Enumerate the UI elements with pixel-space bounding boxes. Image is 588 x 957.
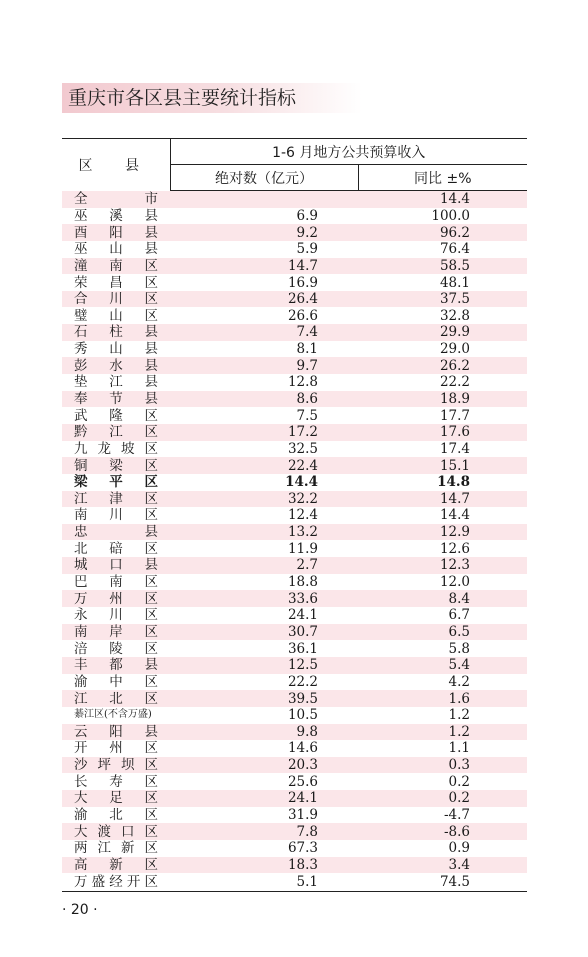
table-row	[62, 557, 527, 574]
absolute-value-cell: 20.3	[287, 757, 318, 774]
absolute-value-cell	[170, 191, 358, 208]
absolute-value-cell: 7.8	[296, 823, 318, 840]
table-row	[62, 424, 527, 441]
table-row	[62, 757, 527, 774]
absolute-value-cell: 14.6	[287, 740, 318, 757]
yoy-change-cell: 37.5	[439, 291, 471, 308]
absolute-value-cell: 33.6	[287, 590, 318, 607]
yoy-change-cell: 29.0	[439, 341, 471, 358]
absolute-value-cell: 24.1	[287, 607, 318, 624]
table-row	[62, 807, 527, 824]
yoy-change-cell: 29.9	[439, 324, 471, 341]
table-row	[62, 457, 527, 474]
region-name-cell: 北碚区	[74, 540, 158, 557]
yoy-change-cell: 32.8	[439, 307, 471, 324]
table-row	[62, 491, 527, 508]
region-name-cell: 涪陵区	[74, 640, 158, 657]
table-row	[62, 274, 527, 291]
region-name-cell: 合川区	[74, 291, 158, 308]
absolute-value-cell: 6.9	[296, 207, 318, 224]
yoy-change-cell: 0.2	[448, 790, 471, 807]
yoy-change-cell: -8.6	[443, 823, 471, 840]
yoy-change-cell: 74.5	[439, 873, 471, 890]
table-row	[62, 258, 527, 275]
table-row	[62, 474, 527, 491]
region-name-cell: 彭水县	[74, 357, 158, 374]
table-row	[62, 724, 527, 741]
absolute-value-cell: 22.2	[287, 673, 318, 690]
absolute-value-cell: 16.9	[287, 274, 318, 291]
table-row	[62, 624, 527, 641]
yoy-change-cell: 17.7	[439, 407, 471, 424]
table-row	[62, 224, 527, 241]
region-name-cell: 全 市	[74, 191, 158, 208]
table-row	[62, 407, 527, 424]
region-name-cell: 两江新区	[74, 840, 158, 857]
absolute-value-cell: 7.4	[296, 324, 318, 341]
page-title: 重庆市各区县主要统计指标	[68, 87, 297, 109]
header-year-on-year: 同比 ±%	[358, 165, 527, 191]
table-row	[62, 241, 527, 258]
region-name-cell: 巫溪县	[74, 207, 158, 224]
region-name-cell: 忠 县	[74, 524, 158, 541]
yoy-change-cell: 0.2	[448, 773, 471, 790]
page-number: · 20 ·	[62, 902, 98, 918]
yoy-change-cell: 26.2	[439, 357, 471, 374]
region-name-cell: 高新区	[74, 856, 158, 873]
yoy-change-cell: 8.4	[448, 590, 471, 607]
region-name-cell: 城口县	[74, 557, 158, 574]
absolute-value-cell: 24.1	[287, 790, 318, 807]
region-name-cell: 长寿区	[74, 773, 158, 790]
region-name-cell: 沙坪坝区	[74, 757, 158, 774]
absolute-value-cell: 26.4	[287, 291, 318, 308]
yoy-change-cell: 0.3	[448, 757, 471, 774]
table-row	[62, 307, 527, 324]
yoy-change-cell: 5.4	[448, 657, 471, 674]
region-name-cell: 武隆区	[74, 407, 158, 424]
table-row	[62, 507, 527, 524]
region-name-cell: 黔江区	[74, 424, 158, 441]
absolute-value-cell: 5.9	[296, 241, 318, 258]
absolute-value-cell: 5.1	[296, 873, 318, 890]
region-name-cell: 大渡口区	[74, 823, 158, 840]
absolute-value-cell: 22.4	[287, 457, 318, 474]
absolute-value-cell: 67.3	[287, 840, 318, 857]
table-row	[62, 590, 527, 607]
region-name-cell: 永川区	[74, 607, 158, 624]
yoy-change-cell: -4.7	[443, 807, 471, 824]
yoy-change-cell: 3.4	[448, 856, 471, 873]
yoy-change-cell: 17.6	[439, 424, 471, 441]
absolute-value-cell: 8.1	[296, 341, 318, 358]
absolute-value-cell: 11.9	[287, 540, 318, 557]
table-row	[62, 674, 527, 691]
region-name-cell: 南川区	[74, 507, 158, 524]
region-name-cell: 奉节县	[74, 391, 158, 407]
yoy-change-cell: 12.9	[439, 524, 471, 541]
absolute-value-cell: 13.2	[287, 524, 318, 541]
region-name-cell: 璧山区	[74, 307, 158, 324]
region-name-cell: 梁平区	[74, 474, 158, 491]
absolute-value-cell: 31.9	[287, 807, 318, 824]
absolute-value-cell: 18.3	[287, 856, 318, 873]
yoy-change-cell: 1.2	[448, 707, 471, 724]
table-row	[62, 524, 527, 541]
table-row	[62, 540, 527, 557]
yoy-change-cell: 22.2	[439, 374, 471, 391]
yoy-change-cell: 1.6	[448, 690, 471, 707]
yoy-change-cell: 6.5	[448, 623, 471, 640]
header-region: 区 县	[62, 139, 170, 191]
region-name-cell: 巫山县	[74, 241, 158, 258]
region-name-cell: 南岸区	[74, 623, 158, 640]
region-name-cell: 秀山县	[74, 341, 158, 358]
yoy-change-cell: 0.9	[448, 840, 471, 857]
region-name-cell: 綦江区(不含万盛)	[74, 709, 152, 721]
absolute-value-cell: 9.2	[296, 224, 318, 241]
yoy-change-cell: 18.9	[439, 391, 471, 407]
table-row	[62, 374, 527, 391]
absolute-value-cell: 12.4	[287, 507, 318, 524]
absolute-value-cell: 12.8	[287, 374, 318, 391]
yoy-change-cell: 12.6	[439, 540, 471, 557]
region-name-cell: 大足区	[74, 790, 158, 807]
absolute-value-cell: 30.7	[287, 623, 318, 640]
yoy-change-cell: 14.4	[439, 507, 471, 524]
yoy-change-cell: 76.4	[439, 241, 471, 258]
table-row	[62, 707, 527, 724]
table-row	[62, 873, 527, 890]
yoy-change-cell: 14.4	[439, 191, 471, 208]
header-absolute-value: 绝对数（亿元）	[170, 165, 358, 191]
absolute-value-cell: 32.2	[287, 490, 318, 507]
yoy-change-cell: 4.2	[448, 673, 471, 690]
table-row	[62, 640, 527, 657]
absolute-value-cell: 7.5	[296, 407, 318, 424]
region-name-cell: 丰都县	[74, 657, 158, 674]
region-name-cell: 巴南区	[74, 574, 158, 591]
region-name-cell: 石柱县	[74, 324, 158, 341]
region-name-cell: 江北区	[74, 690, 158, 707]
table-row	[62, 291, 527, 308]
yoy-change-cell: 6.7	[448, 607, 471, 624]
yoy-change-cell: 17.4	[439, 440, 471, 457]
table-row	[62, 191, 527, 208]
region-name-cell: 云阳县	[74, 723, 158, 740]
table-row	[62, 823, 527, 840]
table-row	[62, 657, 527, 674]
yoy-change-cell: 100.0	[431, 207, 471, 224]
yoy-change-cell: 96.2	[439, 224, 471, 241]
table-bottom-rule	[62, 891, 527, 892]
table-row	[62, 690, 527, 707]
yoy-change-cell: 58.5	[439, 257, 471, 274]
yoy-change-cell: 1.2	[448, 723, 471, 740]
statistics-table	[62, 138, 527, 890]
table-row	[62, 441, 527, 458]
region-name-cell: 铜梁区	[74, 457, 158, 474]
region-name-cell: 荣昌区	[74, 274, 158, 291]
table-row	[62, 574, 527, 591]
table-row	[62, 740, 527, 757]
table-body	[62, 191, 527, 890]
table-row	[62, 341, 527, 358]
region-name-cell: 江津区	[74, 490, 158, 507]
table-row	[62, 840, 527, 857]
table-row	[62, 357, 527, 374]
absolute-value-cell: 17.2	[287, 424, 318, 441]
absolute-value-cell: 9.8	[296, 723, 318, 740]
absolute-value-cell: 25.6	[287, 773, 318, 790]
absolute-value-cell: 18.8	[287, 574, 318, 591]
table-row	[62, 324, 527, 341]
yoy-change-cell: 14.7	[439, 490, 471, 507]
table-row	[62, 607, 527, 624]
region-name-cell: 万盛经开区	[74, 873, 158, 890]
absolute-value-cell: 12.5	[287, 657, 318, 674]
absolute-value-cell: 2.7	[296, 557, 318, 574]
table-row	[62, 857, 527, 874]
region-name-cell: 九龙坡区	[74, 440, 158, 457]
table-row	[62, 773, 527, 790]
absolute-value-cell: 14.7	[287, 257, 318, 274]
absolute-value-cell: 9.7	[296, 357, 318, 374]
yoy-change-cell: 5.8	[448, 640, 471, 657]
yoy-change-cell: 14.8	[437, 474, 471, 491]
yoy-change-cell: 48.1	[439, 274, 471, 291]
absolute-value-cell: 26.6	[287, 307, 318, 324]
yoy-change-cell: 12.0	[439, 574, 471, 591]
table-row	[62, 790, 527, 807]
header-revenue-group: 1-6 月地方公共预算收入	[170, 139, 527, 165]
absolute-value-cell: 32.5	[287, 440, 318, 457]
absolute-value-cell: 8.6	[296, 391, 318, 407]
region-name-cell: 渝中区	[74, 673, 158, 690]
yoy-change-cell: 1.1	[448, 740, 471, 757]
region-name-cell: 潼南区	[74, 257, 158, 274]
absolute-value-cell: 10.5	[287, 707, 318, 724]
region-name-cell: 渝北区	[74, 807, 158, 824]
yoy-change-cell: 12.3	[439, 557, 471, 574]
table-row	[62, 391, 527, 408]
region-name-cell: 垫江县	[74, 374, 158, 391]
absolute-value-cell: 39.5	[287, 690, 318, 707]
statistics-table-wrapper	[62, 138, 527, 890]
table-row	[62, 208, 527, 225]
absolute-value-cell: 14.4	[285, 474, 318, 491]
absolute-value-cell: 36.1	[287, 640, 318, 657]
yoy-change-cell: 15.1	[439, 457, 471, 474]
region-name-cell: 万州区	[74, 590, 158, 607]
region-name-cell: 酉阳县	[74, 224, 158, 241]
region-name-cell: 开州区	[74, 740, 158, 757]
